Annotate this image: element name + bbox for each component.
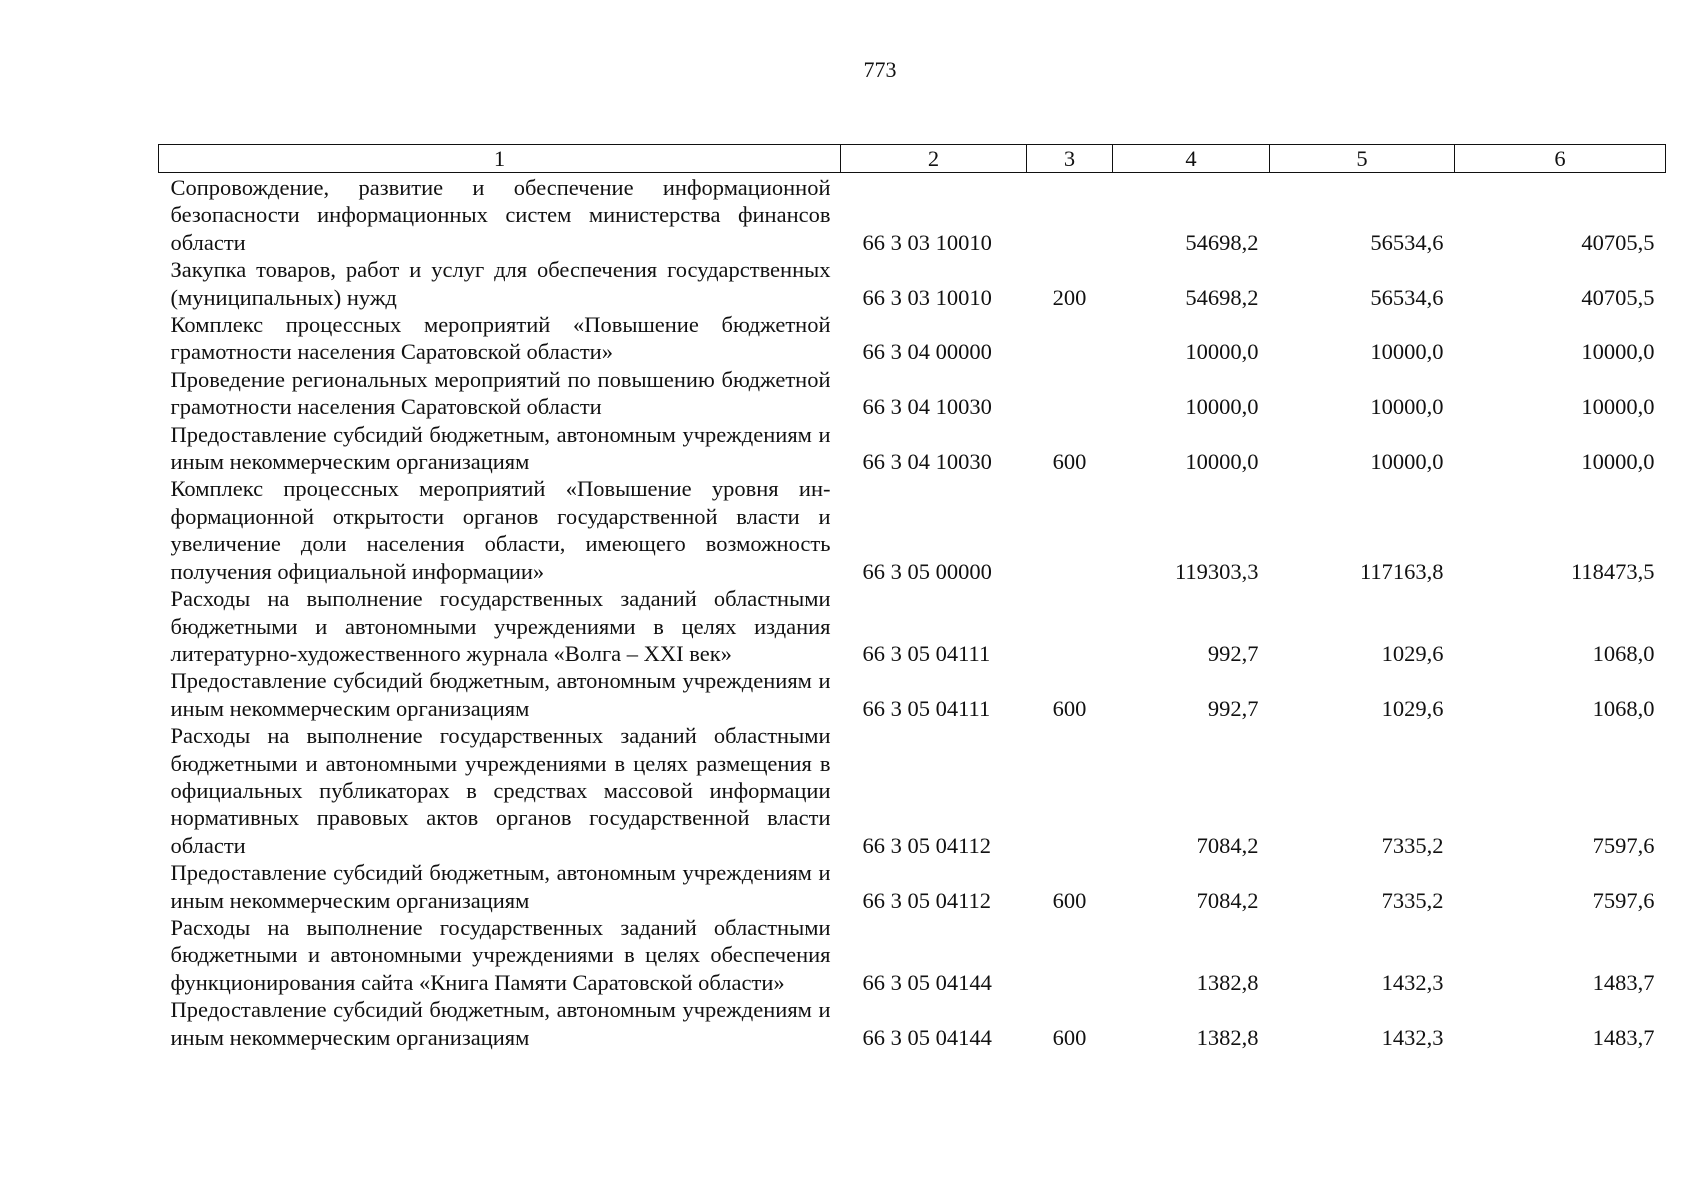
expense-name-cell: Расходы на выполнение государственных заданий областными бюджетными и автономными учреждениями в целях обеспечения функционирования сайта «Книга Памяти Саратовской области» [170,914,831,995]
table-row [159,366,1666,421]
amount-col5-cell: 7335,2 [1381,832,1444,858]
target-article-code-cell: 66 3 04 10030 [862,449,992,475]
expense-name-cell: Комплекс процессных мероприятий «Повышение бюджетной грамотности населения Саратовской области» [170,312,831,365]
amount-col5-cell: 117163,8 [1359,558,1444,584]
target-article-code-cell: 66 3 05 04144 [862,1024,992,1050]
table-row [159,256,1666,311]
expense-type-cell [1027,914,1113,996]
amount-col4-cell: 10000,0 [1185,394,1259,420]
header-row [159,145,1666,173]
target-article-code-cell: 66 3 03 10010 [862,284,992,310]
target-article-code-cell: 66 3 05 00000 [862,558,992,584]
amount-col4-cell: 10000,0 [1185,449,1259,475]
column-header-6: 6 [1455,145,1666,173]
expense-type-cell [1027,366,1113,421]
expense-type-cell [1027,311,1113,366]
table-row [159,475,1666,585]
amount-col5-cell: 1029,6 [1381,640,1444,666]
expense-type-cell: 600 [1052,1024,1087,1050]
expense-type-cell: 600 [1052,449,1087,475]
amount-col6-cell: 118473,5 [1570,558,1655,584]
target-article-code-cell: 66 3 04 10030 [862,394,992,420]
target-article-code-cell: 66 3 03 10010 [862,229,992,255]
table-row [159,173,1666,257]
column-header-3: 3 [1027,145,1113,173]
expense-name-cell: Расходы на выполнение государственных заданий областными бюджетными и автономными учреждениями в целях размещения в официальных публикаторах в средствах массовой информации нормативных правовых актов органов государственной власти области [170,723,831,858]
amount-col4-cell: 7084,2 [1196,832,1259,858]
amount-col5-cell: 1432,3 [1381,1024,1444,1050]
amount-col5-cell: 56534,6 [1370,229,1444,255]
amount-col5-cell: 1432,3 [1381,969,1444,995]
table-row [159,585,1666,667]
expense-name-cell: Проведение региональных мероприятий по повышению бюджетной грамотности населения Саратовской области [170,366,831,420]
amount-col4-cell: 54698,2 [1185,229,1259,255]
amount-col5-cell: 56534,6 [1370,284,1444,310]
amount-col5-cell: 10000,0 [1370,339,1444,365]
target-article-code-cell: 66 3 05 04111 [862,695,991,721]
target-article-code-cell: 66 3 05 04112 [862,832,992,858]
target-article-code-cell: 66 3 05 04111 [862,640,991,666]
amount-col5-cell: 1029,6 [1381,695,1444,721]
amount-col6-cell: 1068,0 [1592,695,1655,721]
table-header [159,145,1666,173]
expense-type-cell: 600 [1052,887,1087,913]
expense-type-cell [1027,585,1113,667]
expense-name-cell: Предоставление субсидий бюджетным, автономным учреждениям и иным некоммерческим организациям [170,421,831,475]
expense-name-cell: Расходы на выполнение государственных заданий областными бюджетными и автономными учреждениями в целях издания литературно-художественного журнала «Волга – XXI век» [170,586,831,666]
amount-col4-cell: 119303,3 [1174,558,1259,584]
table-row [159,996,1666,1051]
expense-name-cell: Предоставление субсидий бюджетным, автономным учреждениям и иным некоммерческим организациям [170,860,831,913]
table-body [159,173,1666,1052]
amount-col6-cell: 1068,0 [1592,640,1655,666]
table-row [159,421,1666,476]
expense-type-cell [1027,722,1113,859]
expense-name-cell: Предоставление субсидий бюджетным, автономным учреждениям и иным некоммерческим организациям [170,668,831,721]
amount-col4-cell: 10000,0 [1185,339,1259,365]
table-row [159,311,1666,366]
amount-col6-cell: 1483,7 [1592,1024,1655,1050]
amount-col6-cell: 1483,7 [1592,969,1655,995]
amount-col6-cell: 10000,0 [1581,449,1655,475]
amount-col5-cell: 10000,0 [1370,394,1444,420]
table-row [159,914,1666,996]
expense-type-cell [1027,173,1113,257]
expense-type-cell: 600 [1052,695,1087,721]
amount-col6-cell: 40705,5 [1581,284,1655,310]
amount-col5-cell: 10000,0 [1370,449,1444,475]
expense-type-cell: 200 [1052,284,1087,310]
amount-col6-cell: 7597,6 [1592,832,1655,858]
column-header-1: 1 [159,145,841,173]
amount-col6-cell: 7597,6 [1592,887,1655,913]
table-row [159,667,1666,722]
amount-col5-cell: 7335,2 [1381,887,1444,913]
expense-name-cell: Сопровождение, развитие и обеспечение информационной безопасности информационных систем министерства финансов области [170,175,831,255]
column-header-4: 4 [1113,145,1270,173]
target-article-code-cell: 66 3 05 04112 [862,887,992,913]
amount-col4-cell: 7084,2 [1196,887,1259,913]
amount-col4-cell: 1382,8 [1196,1024,1259,1050]
table-row [159,859,1666,914]
amount-col6-cell: 10000,0 [1581,339,1655,365]
amount-col6-cell: 10000,0 [1581,394,1655,420]
amount-col4-cell: 1382,8 [1196,969,1259,995]
budget-table [158,144,1666,1051]
amount-col4-cell: 992,7 [1207,640,1259,666]
table-row [159,722,1666,859]
amount-col6-cell: 40705,5 [1581,229,1655,255]
target-article-code-cell: 66 3 04 00000 [862,339,992,365]
page-number: 773 [863,57,897,82]
expense-name-cell: Закупка товаров, работ и услуг для обеспечения государственных (муниципальных) нужд [170,257,831,310]
target-article-code-cell: 66 3 05 04144 [862,969,992,995]
amount-col4-cell: 992,7 [1207,695,1259,721]
column-header-5: 5 [1270,145,1455,173]
expense-name-cell: Предоставление субсидий бюджетным, автономным учреждениям и иным некоммерческим организациям [170,997,831,1050]
column-header-2: 2 [841,145,1027,173]
amount-col4-cell: 54698,2 [1185,284,1259,310]
expense-type-cell [1027,475,1113,585]
expense-name-cell: Комплекс процессных мероприятий «Повышение уровня информационной открытости органов государственной власти и увеличение доли населения области, имеющего возможность получения официальной информации» [170,476,831,584]
